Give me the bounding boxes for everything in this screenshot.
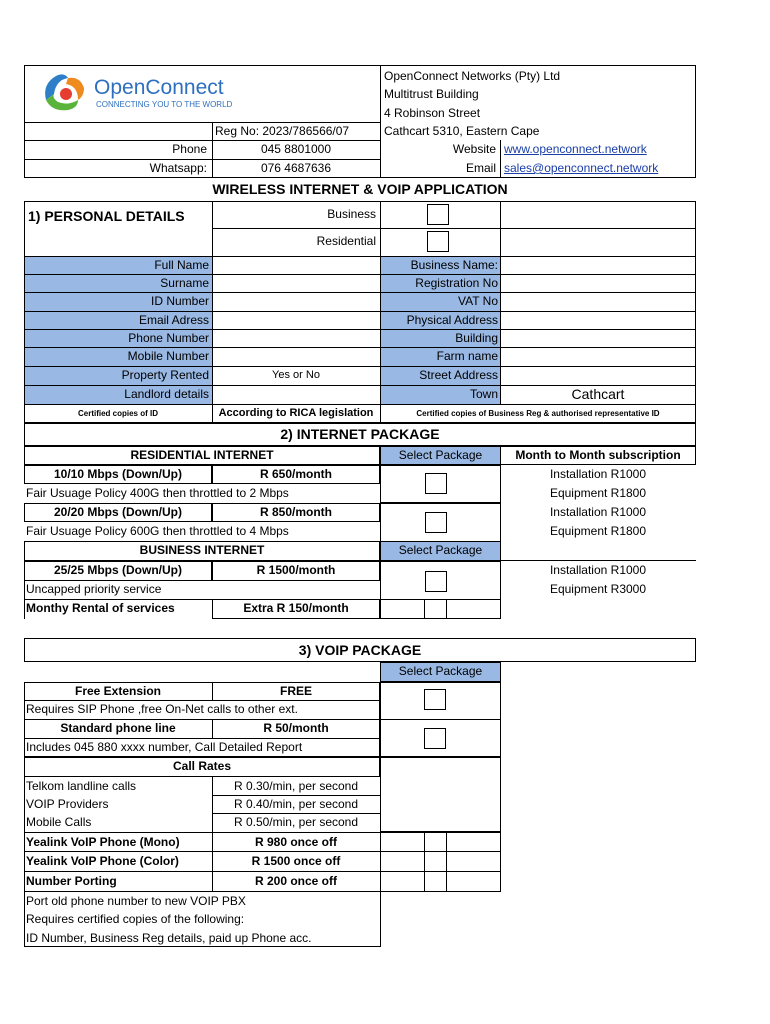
pkg1-price: R 650/month xyxy=(259,467,332,481)
rate-voip-label: VOIP Providers xyxy=(26,797,109,811)
company-line-1: OpenConnect Networks (Pty) Ltd xyxy=(384,69,561,83)
field-physical-address: Physical Address xyxy=(406,313,498,327)
business-internet-heading: BUSINESS INTERNET xyxy=(139,543,265,557)
website-link[interactable]: www.openconnect.network xyxy=(504,142,647,156)
input-full-name[interactable] xyxy=(213,257,380,274)
standard-line-note: Includes 045 880 xxxx number, Call Detailed Report xyxy=(26,740,303,754)
openconnect-logo-icon xyxy=(40,70,88,114)
rate-mobile-value: R 0.50/min, per second xyxy=(233,815,359,829)
company-logo xyxy=(40,70,250,116)
internet-package-heading: 2) INTERNET PACKAGE xyxy=(280,426,440,442)
website-label: Website xyxy=(452,142,496,156)
phone-mono-checkbox[interactable] xyxy=(424,832,447,851)
rental-price: Extra R 150/month xyxy=(243,601,349,615)
field-street-address: Street Address xyxy=(419,368,498,382)
input-mobile[interactable] xyxy=(213,348,380,366)
standard-line-label: Standard phone line xyxy=(60,721,176,735)
porting-note-2: Requires certified copies of the following: xyxy=(26,912,245,926)
voip-select-package-label: Select Package xyxy=(398,664,483,678)
email-label: Email xyxy=(465,161,496,175)
pkg2-installation: Installation R1000 xyxy=(549,505,647,519)
business-label: Business xyxy=(327,207,376,221)
company-line-2: Multitrust Building xyxy=(384,87,479,101)
pkg3-price: R 1500/month xyxy=(256,563,336,577)
company-line-3: 4 Robinson Street xyxy=(384,106,481,120)
phone-color-label: Yealink VoIP Phone (Color) xyxy=(26,854,179,868)
pkg1-speed: 10/10 Mbps (Down/Up) xyxy=(53,467,182,481)
phone-value: 045 8801000 xyxy=(260,142,332,156)
pkg3-installation: Installation R1000 xyxy=(549,563,647,577)
pkg2-equipment: Equipment R1800 xyxy=(549,524,647,538)
input-email[interactable] xyxy=(213,312,380,329)
pkg3-checkbox[interactable] xyxy=(425,571,447,592)
phone-mono-label: Yealink VoIP Phone (Mono) xyxy=(26,835,180,849)
field-property-rented: Property Rented xyxy=(121,368,209,382)
whatsapp-label: Whatsapp: xyxy=(149,161,207,175)
logo-tagline: CONNECTING YOU TO THE WORLD xyxy=(96,100,233,109)
phone-color-price: R 1500 once off xyxy=(251,854,341,868)
personal-details-heading: 1) PERSONAL DETAILS xyxy=(28,208,185,224)
pkg3-speed: 25/25 Mbps (Down/Up) xyxy=(53,563,182,577)
field-phone: Phone Number xyxy=(128,331,209,345)
pkg1-equipment: Equipment R1800 xyxy=(549,486,647,500)
certified-id-note: Certified copies of ID xyxy=(77,409,158,418)
pkg2-speed: 20/20 Mbps (Down/Up) xyxy=(53,505,182,519)
standard-line-price: R 50/month xyxy=(263,721,329,735)
free-extension-label: Free Extension xyxy=(74,684,162,698)
input-surname[interactable] xyxy=(213,275,380,292)
company-line-4: Cathcart 5310, Eastern Cape xyxy=(384,124,540,138)
email-link[interactable]: sales@openconnect.network xyxy=(504,161,659,175)
field-registration-no: Registration No xyxy=(415,276,498,290)
free-extension-checkbox[interactable] xyxy=(424,689,446,710)
pkg2-price: R 850/month xyxy=(259,505,332,519)
field-town: Town xyxy=(469,387,498,401)
field-landlord: Landlord details xyxy=(124,387,209,401)
porting-note-1: Port old phone number to new VOIP PBX xyxy=(26,894,246,908)
yes-no-hint: Yes or No xyxy=(272,369,320,381)
free-extension-price: FREE xyxy=(279,684,312,698)
reg-number: Reg No: 2023/786566/07 xyxy=(215,124,350,138)
field-vat-no: VAT No xyxy=(457,294,498,308)
call-rates-heading: Call Rates xyxy=(172,759,232,773)
form-title: WIRELESS INTERNET & VOIP APPLICATION xyxy=(212,181,508,197)
residential-checkbox[interactable] xyxy=(427,231,449,252)
whatsapp-value: 076 4687636 xyxy=(260,161,332,175)
rate-telkom-value: R 0.30/min, per second xyxy=(233,779,359,793)
input-id-number[interactable] xyxy=(213,293,380,311)
field-farm-name: Farm name xyxy=(436,349,498,363)
input-phone[interactable] xyxy=(213,330,380,347)
rental-label: Monthy Rental of services xyxy=(26,601,175,615)
town-value[interactable]: Cathcart xyxy=(571,386,625,402)
pkg1-installation: Installation R1000 xyxy=(549,467,647,481)
field-email: Email Adress xyxy=(138,313,209,327)
field-business-name: Business Name: xyxy=(410,258,498,272)
free-extension-note: Requires SIP Phone ,free On-Net calls to other ext. xyxy=(26,702,298,716)
logo-name: OpenConnect xyxy=(94,76,224,99)
pkg3-note: Uncapped priority service xyxy=(26,582,162,596)
residential-internet-heading: RESIDENTIAL INTERNET xyxy=(130,448,274,462)
input-landlord[interactable] xyxy=(213,386,380,404)
pkg1-checkbox[interactable] xyxy=(425,473,447,494)
field-mobile: Mobile Number xyxy=(127,349,209,363)
voip-package-heading: 3) VOIP PACKAGE xyxy=(298,642,422,658)
standard-line-checkbox[interactable] xyxy=(424,728,446,749)
select-package-label: Select Package xyxy=(398,448,483,462)
pkg2-checkbox[interactable] xyxy=(425,512,447,533)
pkg3-equipment: Equipment R3000 xyxy=(549,582,647,596)
field-full-name: Full Name xyxy=(154,258,209,272)
rental-checkbox[interactable] xyxy=(424,599,447,619)
field-id-number: ID Number xyxy=(150,294,209,308)
phone-mono-price: R 980 once off xyxy=(254,835,338,849)
field-building: Building xyxy=(455,331,498,345)
porting-note-3: ID Number, Business Reg details, paid up Phone acc. xyxy=(26,931,312,945)
porting-label: Number Porting xyxy=(26,874,117,888)
porting-price: R 200 once off xyxy=(254,874,338,888)
porting-checkbox[interactable] xyxy=(424,871,447,892)
month-to-month-heading: Month to Month subscription xyxy=(515,448,681,462)
rate-voip-value: R 0.40/min, per second xyxy=(233,797,359,811)
business-checkbox[interactable] xyxy=(427,204,449,225)
rica-note: According to RICA legislation xyxy=(218,407,374,419)
residential-label: Residential xyxy=(316,234,376,248)
phone-label: Phone xyxy=(172,142,207,156)
rate-telkom-label: Telkom landline calls xyxy=(26,779,137,793)
certified-business-note: Certified copies of Business Reg & authorised representative ID xyxy=(416,409,660,418)
select-package-label-business: Select Package xyxy=(398,543,483,557)
field-surname: Surname xyxy=(160,276,209,290)
pkg2-fup: Fair Usuage Policy 600G then throttled to 4 Mbps xyxy=(26,524,289,538)
rate-mobile-label: Mobile Calls xyxy=(26,815,92,829)
phone-color-checkbox[interactable] xyxy=(424,851,447,871)
pkg1-fup: Fair Usuage Policy 400G then throttled to 2 Mbps xyxy=(26,486,289,500)
